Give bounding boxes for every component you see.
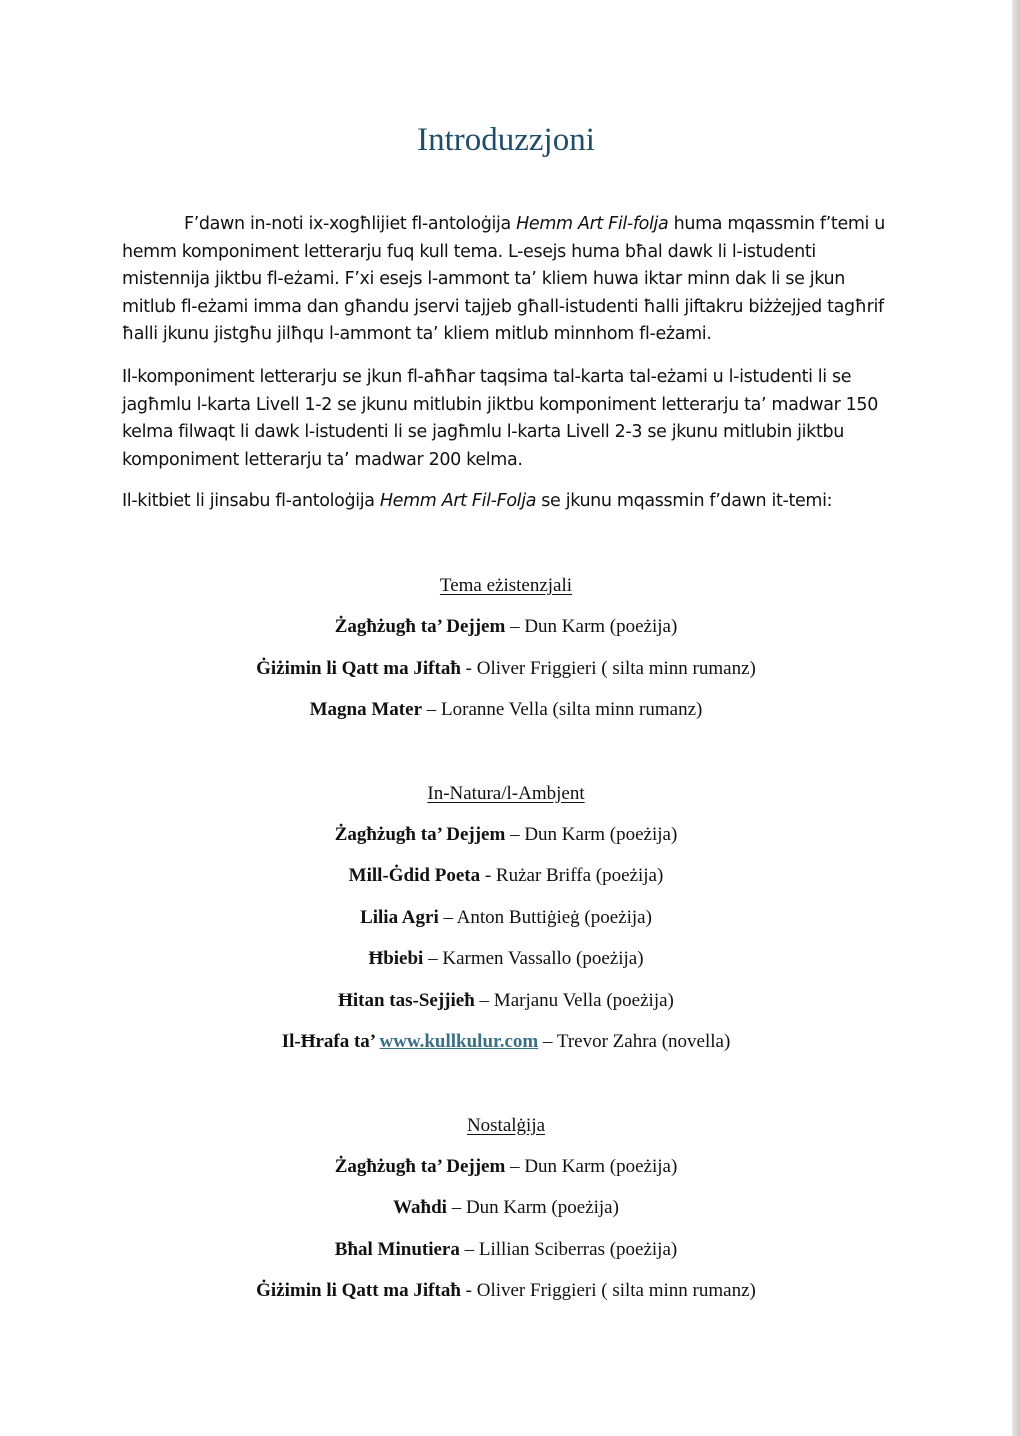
- list-item: [0, 606, 1012, 648]
- work-author: – Lillian Sciberras (poeżija): [459, 1238, 678, 1260]
- anthology-title: Hemm Art Fil-folja: [516, 214, 669, 234]
- work-title: Mill-Ġdid Poeta: [348, 865, 481, 886]
- list-item: [0, 980, 1012, 1022]
- work-author: – Dun Karm (poeżija): [505, 616, 678, 637]
- work-title: Ħbiebi: [368, 948, 424, 969]
- work-author: - Rużar Briffa (poeżija): [480, 865, 664, 886]
- theme-section-nature: [0, 773, 1012, 1063]
- list-item: [0, 855, 1012, 897]
- paragraph-text: Il-kitbiet li jinsabu fl-antoloġija: [122, 491, 380, 511]
- list-item: [0, 1187, 1012, 1229]
- work-title: Ħitan tas-Sejjieħ: [338, 989, 475, 1011]
- theme-section-nostalgia: [0, 1105, 1012, 1312]
- section-heading: In-Natura/l-Ambjent: [427, 782, 585, 804]
- paragraph-text: huma mqassmin f’temi u hemm komponiment letterarju fuq kull tema. L-esejs huma bħal dawk li l-istudenti mistennija jiktbu fl-eżami. F’xi esejs l-ammont ta’ kliem huwa iktar minn dak li se jkun mitlub fl-eżami imma dan għandu jservi tajjeb għall-istudenti ħalli jiftakru biżżejjed tagħrif ħalli jkunu jistgħu jilħqu l-ammont ta’ kliem mitlub minnhom fl-eżami.: [122, 214, 886, 345]
- work-title: Żagħżugħ ta’ Dejjem: [334, 1155, 506, 1177]
- work-author: – Dun Karm (poeżija): [505, 823, 678, 845]
- work-title: Magna Mater: [309, 699, 423, 720]
- intro-paragraph-1: [122, 211, 890, 349]
- work-author: – Anton Buttiġieġ (poeżija): [438, 906, 652, 928]
- page-title: Introduzzjoni: [417, 122, 595, 158]
- list-item: [0, 1270, 1012, 1312]
- work-title: Waħdi: [393, 1197, 447, 1218]
- work-author: – Loranne Vella (silta minn rumanz): [422, 699, 703, 720]
- intro-paragraph-2: [122, 364, 890, 474]
- work-author: – Karmen Vassallo (poeżija): [423, 948, 644, 969]
- paragraph-text: Il-komponiment letterarju se jkun fl-aħħar taqsima tal-karta tal-eżami u l-istudenti li se jagħmlu l-karta Livell 1-2 se jkunu mitlubin jiktbu komponiment letterarju ta’ madwar 150 kelma filwaqt li dawk l-istudenti li se jagħmlu l-karta Livell 2-3 se jkunu mitlubin jiktbu komponiment letterarju ta’ madwar 200 kelma.: [122, 367, 878, 470]
- section-heading: Tema eżistenzjali: [439, 575, 573, 596]
- work-title: Il-Ħrafa ta’: [281, 1031, 380, 1052]
- work-author: – Dun Karm (poeżija): [505, 1155, 678, 1177]
- section-heading: Nostalġija: [466, 1114, 546, 1136]
- work-author: - Oliver Friggieri ( silta minn rumanz): [460, 657, 756, 679]
- work-title: Żagħżugħ ta’ Dejjem: [334, 616, 506, 637]
- theme-sections: [0, 565, 1012, 1354]
- list-item: [0, 1229, 1012, 1271]
- work-title: Bħal Minutiera: [334, 1238, 460, 1260]
- list-item: [0, 689, 1012, 731]
- list-item: [0, 1146, 1012, 1188]
- paragraph-text: F’dawn in-noti ix-xogħlijiet fl-antoloġija: [184, 214, 517, 234]
- theme-section-existential: [0, 565, 1012, 731]
- work-title: Ġiżimin li Qatt ma Jiftaħ: [256, 1280, 461, 1301]
- work-author: – Marjanu Vella (poeżija): [474, 989, 674, 1011]
- list-item: [0, 938, 1012, 980]
- list-item: [0, 1021, 1012, 1063]
- work-author: – Trevor Zahra (novella): [538, 1031, 731, 1052]
- anthology-title: Hemm Art Fil-Folja: [379, 491, 537, 511]
- kullkulur-link[interactable]: www.kullkulur.com: [379, 1031, 539, 1052]
- work-author: – Dun Karm (poeżija): [446, 1197, 619, 1218]
- work-title: Żagħżugħ ta’ Dejjem: [334, 823, 506, 845]
- paragraph-text: se jkunu mqassmin f’dawn it-temi:: [536, 491, 833, 511]
- list-item: [0, 814, 1012, 856]
- work-title: Lilia Agri: [360, 906, 439, 928]
- intro-paragraph-3: [122, 488, 890, 516]
- list-item: [0, 648, 1012, 690]
- page-edge-shadow: [1012, 0, 1020, 1436]
- work-author: - Oliver Friggieri ( silta minn rumanz): [460, 1280, 756, 1301]
- list-item: [0, 897, 1012, 939]
- work-title: Ġiżimin li Qatt ma Jiftaħ: [256, 657, 461, 679]
